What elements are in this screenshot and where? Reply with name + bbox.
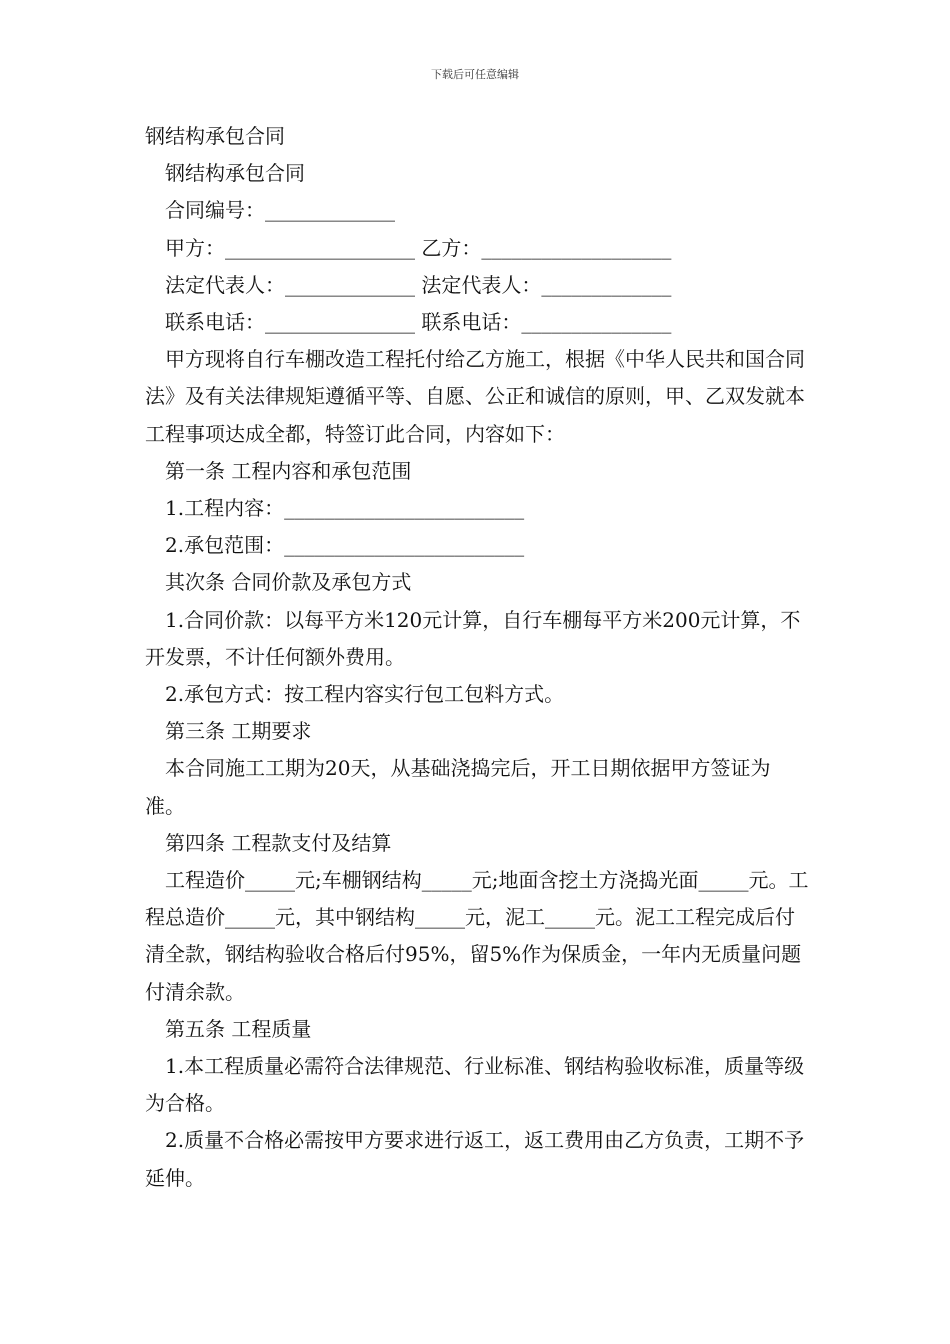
article-4-paragraph: 工程造价_____元;车棚钢结构_____元;地面含挖土方浇捣光面_____元。工程总造价_____元，其中钢结构_____元，泥工_____元。泥工工程完成后付清全款，钢结构验收合格后付95%，留5%作为保质金，一年内无质量问题付清余款。 [145,868,809,1004]
parties-line: 甲方：___________________ 乙方：___________________ [165,235,672,260]
article-1-item-1: 1.工程内容：________________________ [165,496,525,521]
article-3-title: 第三条 工期要求 [165,719,312,744]
intro-paragraph: 甲方现将自行车棚改造工程托付给乙方施工，根据《中华人民共和国合同法》及有关法律规矩遵循平等、自愿、公正和诚信的原则，甲、乙双发就本工程事项达成全都，特签订此合同，内容如下： [145,347,805,446]
article-2-title: 其次条 合同价款及承包方式 [165,570,412,595]
document-title: 钢结构承包合同 [145,124,285,148]
article-2-item-1: 1.合同价款：以每平方米120元计算，自行车棚每平方米200元计算，不开发票，不计任何额外费用。 [145,607,801,669]
article-5-item-2: 2.质量不合格必需按甲方要求进行返工，返工费用由乙方负责，工期不予延伸。 [145,1128,805,1190]
article-1-title: 第一条 工程内容和承包范围 [165,458,412,483]
article-5-title: 第五条 工程质量 [165,1016,312,1041]
page-header: 下载后可任意编辑 [431,68,519,81]
document-body [145,118,810,1197]
document-subtitle: 钢结构承包合同 [165,161,305,186]
legal-representative-line: 法定代表人：_____________ 法定代表人：_____________ [165,272,672,297]
phone-line: 联系电话：_______________ 联系电话：_______________ [165,310,672,335]
article-1-item-2: 2.承包范围：________________________ [165,533,525,558]
article-4-title: 第四条 工程款支付及结算 [165,830,392,855]
article-2-item-2: 2.承包方式：按工程内容实行包工包料方式。 [165,682,565,707]
article-3-paragraph: 本合同施工工期为20天，从基础浇捣完后，开工日期依据甲方签证为准。 [145,756,771,818]
article-5-item-1: 1.本工程质量必需符合法律规范、行业标准、钢结构验收标准，质量等级为合格。 [145,1054,805,1116]
contract-number-line: 合同编号：_____________ [165,198,395,223]
